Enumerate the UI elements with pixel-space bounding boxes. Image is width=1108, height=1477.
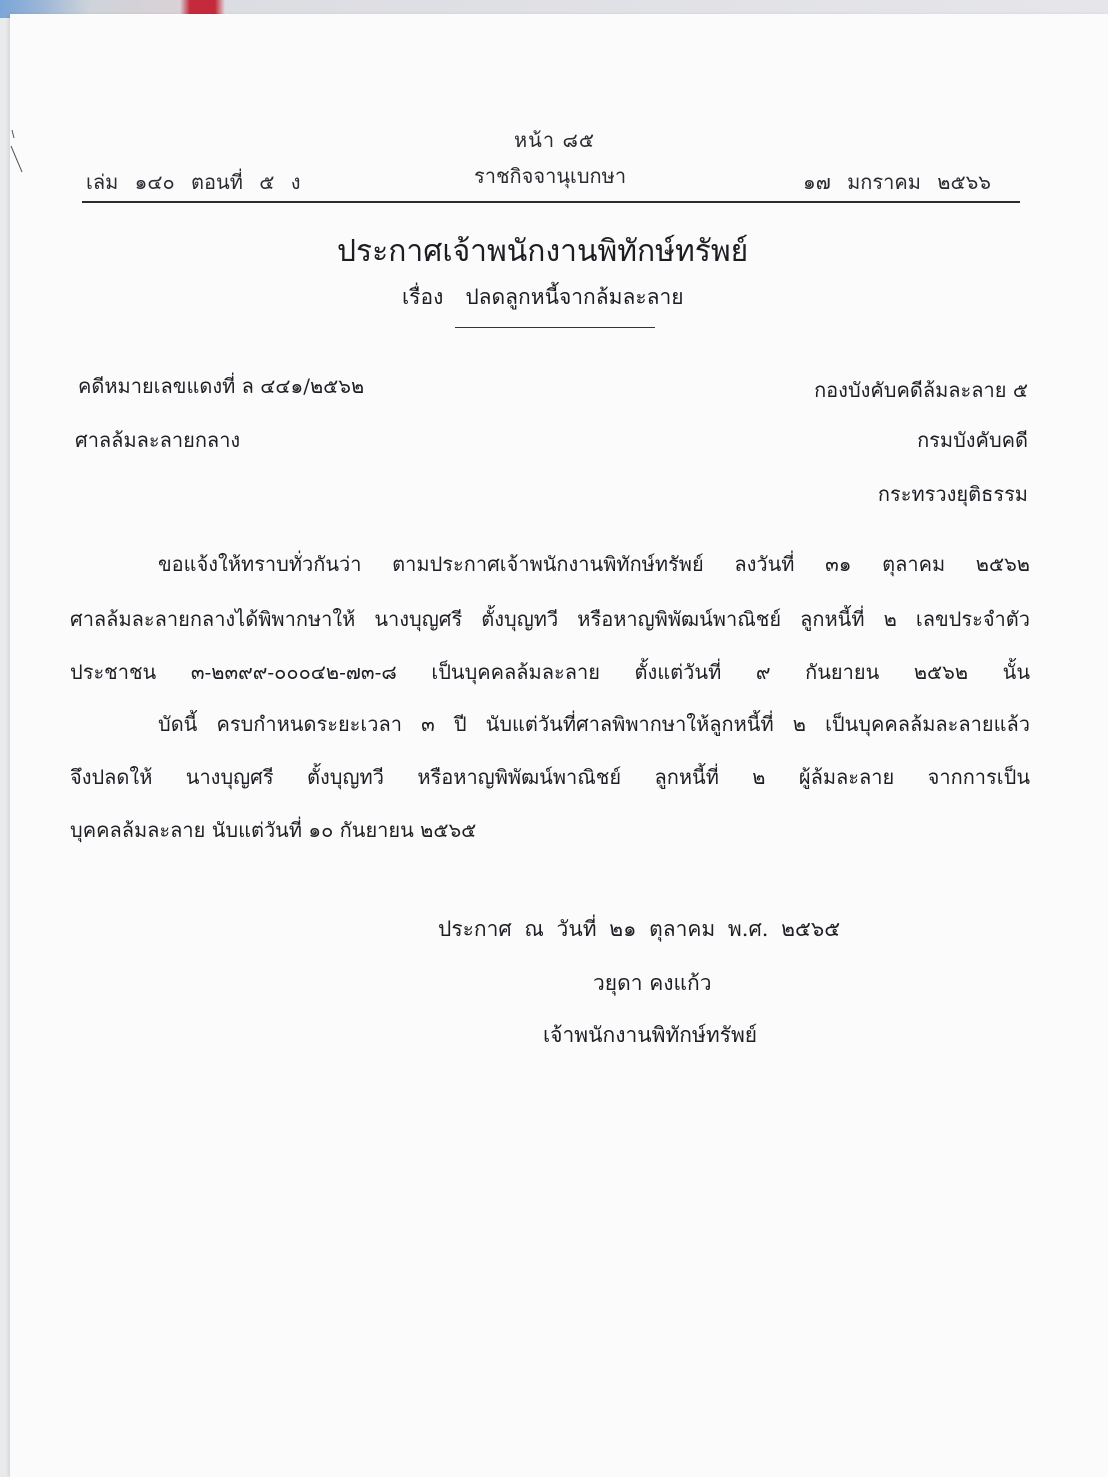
ministry-name: กระทรวงยุติธรรม (877, 482, 1028, 506)
page-number: หน้า ๘๕ (514, 128, 596, 152)
gazette-name: ราชกิจจานุเบกษา (474, 164, 627, 188)
court-name: ศาลล้มละลายกลาง (75, 428, 241, 452)
body-line: ศาลล้มละลายกลางได้พิพากษาให้ นางบุญศรี ตั้งบุญทวี หรือหาญพิพัฒน์พาณิชย์ ลูกหนี้ที่ ๒ เลขประจำตัว (70, 607, 1030, 631)
volume-issue: เล่ม ๑๔๐ ตอนที่ ๕ ง (86, 170, 301, 194)
body-line: บัดนี้ ครบกำหนดระยะเวลา ๓ ปี นับแต่วันที่ศาลพิพากษาให้ลูกหนี้ที่ ๒ เป็นบุคคลล้มละลายแล้ว (158, 712, 1030, 736)
enforcement-office: กองบังคับคดีล้มละลาย ๕ (814, 378, 1028, 402)
body-line: จึงปลดให้ นางบุญศรี ตั้งบุญทวี หรือหาญพิพัฒน์พาณิชย์ ลูกหนี้ที่ ๒ ผู้ล้มละลาย จากการเป็น (70, 765, 1030, 789)
body-line: ประชาชน ๓-๒๓๙๙-๐๐๐๔๒-๗๓-๘ เป็นบุคคลล้มละลาย ตั้งแต่วันที่ ๙ กันยายน ๒๕๖๒ นั้น (70, 660, 1030, 684)
subject-label: เรื่อง (402, 285, 444, 309)
announcement-date: ประกาศ ณ วันที่ ๒๑ ตุลาคม พ.ศ. ๒๕๖๕ (438, 917, 841, 941)
margin-mark (10, 124, 24, 184)
signatory-position: เจ้าพนักงานพิทักษ์ทรัพย์ (543, 1023, 758, 1047)
signatory-name: วยุดา คงแก้ว (593, 971, 712, 995)
document-subject (402, 281, 684, 314)
header-divider (82, 201, 1020, 203)
document-title: ประกาศเจ้าพนักงานพิทักษ์ทรัพย์ (337, 234, 749, 269)
case-number: คดีหมายเลขแดงที่ ล ๔๔๑/๒๕๖๒ (78, 374, 365, 398)
body-line: ขอแจ้งให้ทราบทั่วกันว่า ตามประกาศเจ้าพนักงานพิทักษ์ทรัพย์ ลงวันที่ ๓๑ ตุลาคม ๒๕๖๒ (158, 552, 1030, 576)
subject-text: ปลดลูกหนี้จากล้มละลาย (465, 285, 684, 309)
title-underline (455, 327, 655, 328)
body-line: บุคคลล้มละลาย นับแต่วันที่ ๑๐ กันยายน ๒๕๖๕ (70, 818, 477, 842)
gazette-date: ๑๗ มกราคม ๒๕๖๖ (803, 170, 991, 194)
department-name: กรมบังคับคดี (917, 428, 1028, 452)
